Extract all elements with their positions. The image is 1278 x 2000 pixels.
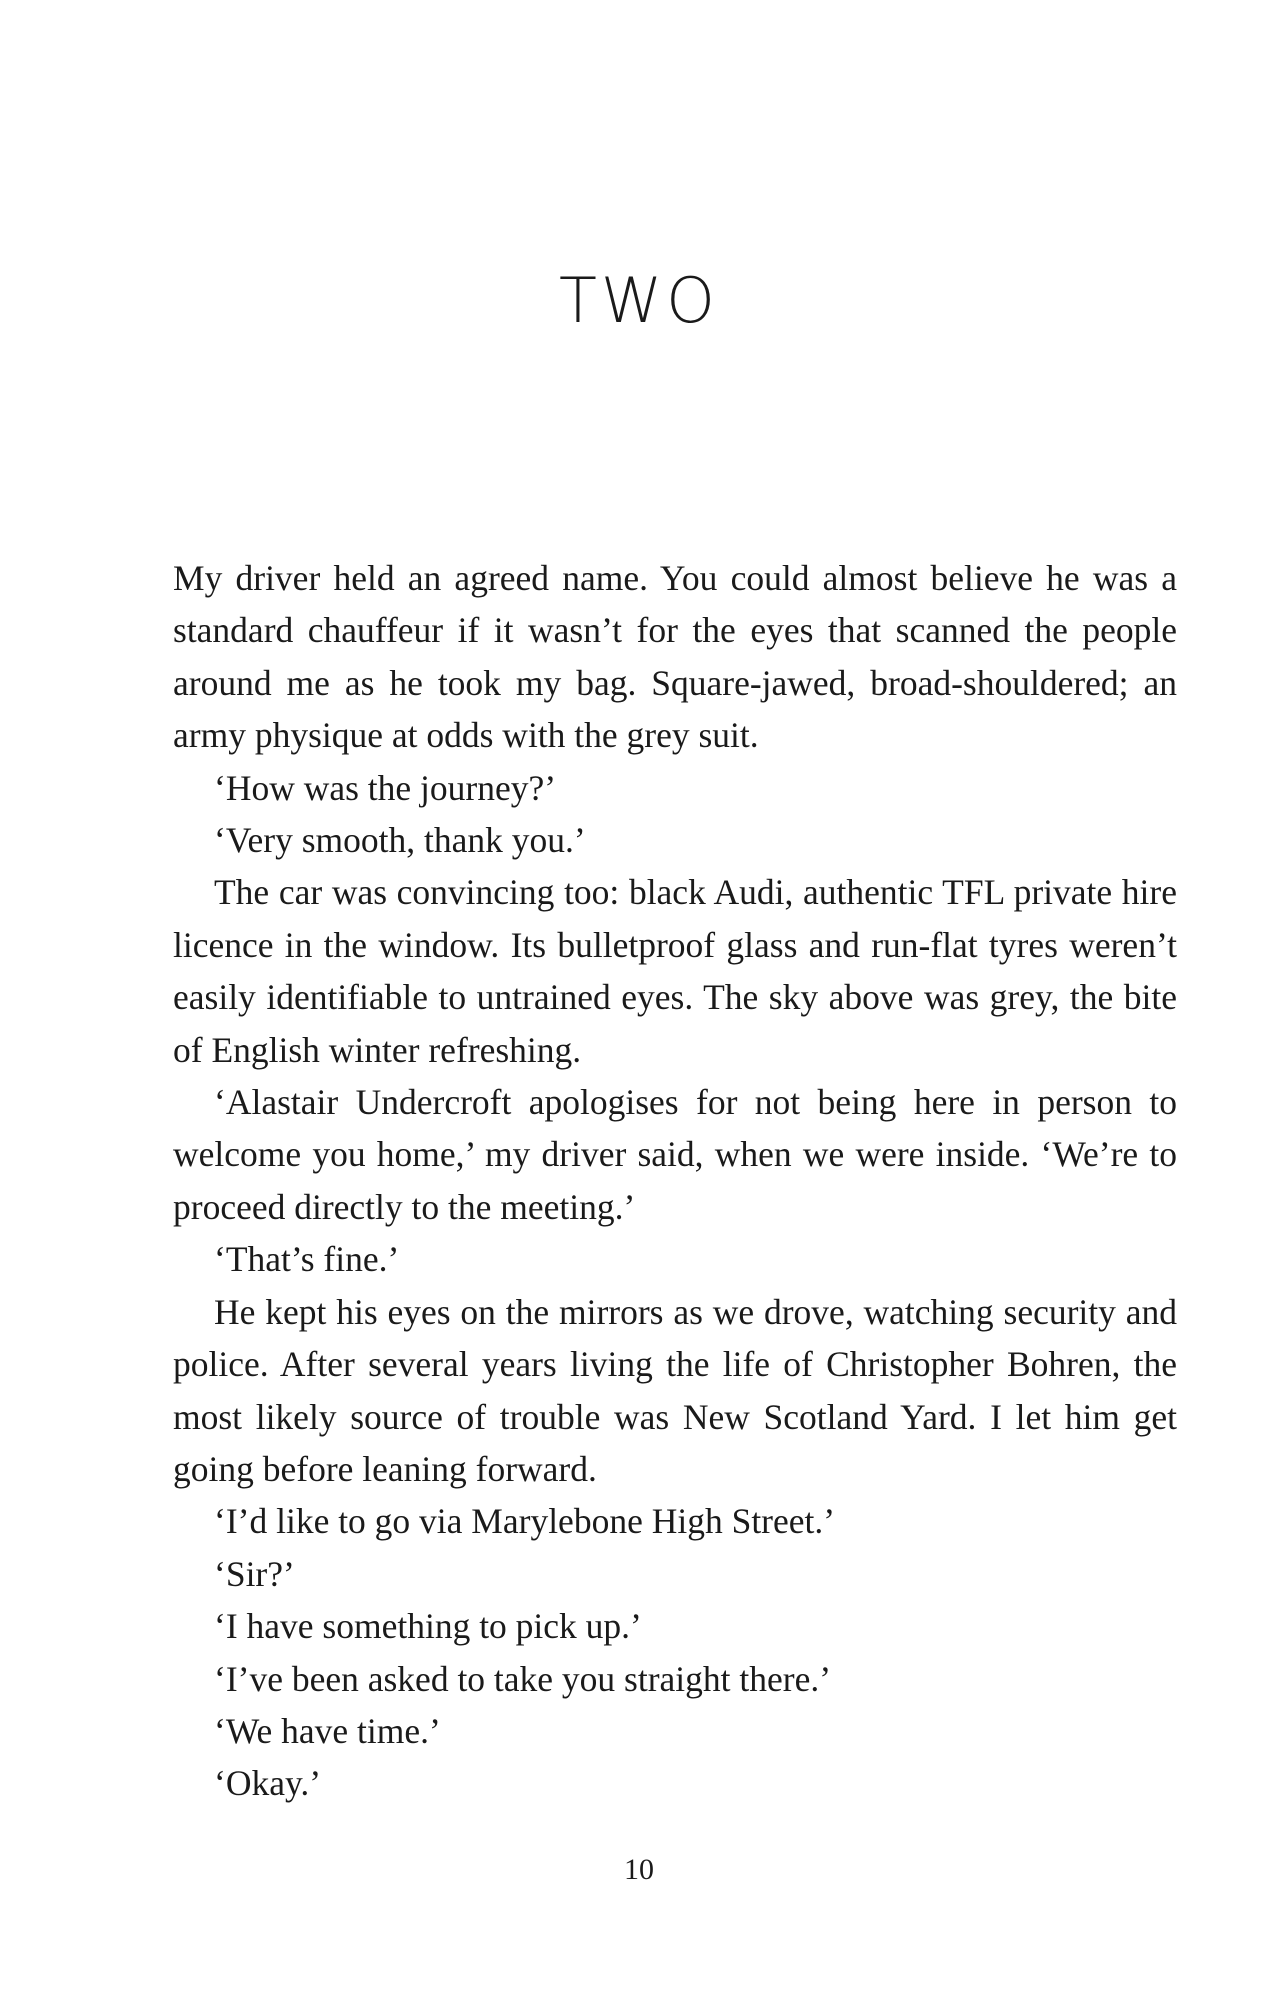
paragraph: ‘Okay.’ [214,1763,322,1804]
paragraph: He kept his eyes on the mirrors as we drove, watching security and police. After several years living the life of Christopher Bohren, the most likely source of trouble was New Scotland Yard. I let him get going before leaning forward. [173,1291,1177,1489]
paragraph: ‘That’s fine.’ [214,1239,400,1280]
chapter-title: TWO [559,264,719,337]
paragraph: ‘Very smooth, thank you.’ [214,820,586,861]
paragraph: ‘I’ve been asked to take you straight there.’ [214,1658,832,1699]
paragraph: ‘Alastair Undercroft apologises for not being here in person to welcome you home,’ my driver said, when we were inside. ‘We’re to proceed directly to the meeting.’ [173,1082,1177,1227]
paragraph: The car was convincing too: black Audi, authentic TFL private hire licence in the window. Its bulletproof glass and run-flat tyres weren’t easily identifiable to untrained eyes. The sky above was grey, the bite of English winter refreshing. [173,872,1177,1070]
paragraph: ‘How was the journey?’ [214,767,557,808]
paragraph: ‘We have time.’ [214,1710,441,1751]
paragraph: My driver held an agreed name. You could almost believe he was a standard chauffeur if it wasn’t for the eyes that scanned the people around me as he took my bag. Square-jawed, broad-shouldered; an army physique at odds with the grey suit. [173,558,1177,756]
page-number: 10 [624,1853,654,1886]
paragraph: ‘Sir?’ [214,1553,295,1594]
paragraph: ‘I have something to pick up.’ [214,1606,642,1647]
chapter-body [173,552,1177,1810]
paragraph: ‘I’d like to go via Marylebone High Street.’ [214,1501,836,1542]
